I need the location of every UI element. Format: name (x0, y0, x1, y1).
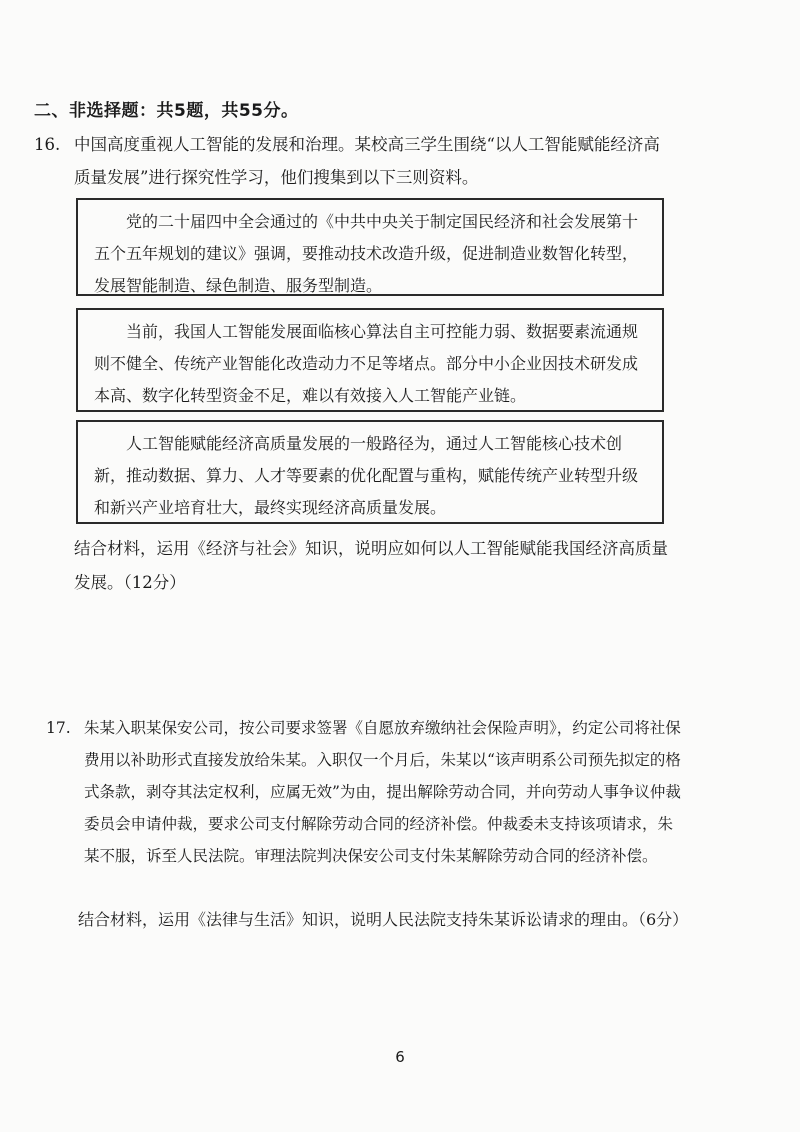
question-17-task: 结合材料，运用《法律与生活》知识，说明人民法院支持朱某诉讼请求的理由。（6分） (78, 910, 689, 929)
material-box-1: 党的二十届四中全会通过的《中共中央关于制定国民经济和社会发展第十五个五年规划的建议》强调，要推动技术改造升级，促进制造业数智化转型，发展智能制造、绿色制造、服务型制造。 (76, 198, 664, 296)
question-17-text: 朱某入职某保安公司，按公司要求签署《自愿放弃缴纳社会保险声明》，约定公司将社保费用以补助形式直接发放给朱某。入职仅一个月后，朱某以“该声明系公司预先拟定的格式条款，剥夺其法定权利，应属无效”为由，提出解除劳动合同，并向劳动人事争议仲裁委员会申请仲裁，要求公司支付解除劳动合同的经济补偿。仲裁委未支持该项请求，朱某不服，诉至人民法院。审理法院判决保安公司支付朱某解除劳动合同的经济补偿。 (84, 719, 681, 865)
question-16-task: 结合材料，运用《经济与社会》知识，说明应如何以人工智能赋能我国经济高质量发展。（12分） (74, 539, 668, 592)
question-16-number: 16. (34, 135, 61, 154)
question-17-stem (46, 712, 686, 872)
section-title: 二、非选择题：共5题，共55分。 (34, 101, 299, 121)
question-16-stem (34, 128, 674, 194)
question-17-number: 17. (46, 719, 71, 737)
material-box-3: 人工智能赋能经济高质量发展的一般路径为，通过人工智能核心技术创新，推动数据、算力、人才等要素的优化配置与重构，赋能传统产业转型升级和新兴产业培育壮大，最终实现经济高质量发展。 (76, 420, 664, 524)
question-16-text: 中国高度重视人工智能的发展和治理。某校高三学生围绕“以人工智能赋能经济高质量发展”进行探究性学习，他们搜集到以下三则资料。 (74, 135, 660, 187)
page-number: 6 (395, 1048, 405, 1066)
material-box-2: 当前，我国人工智能发展面临核心算法自主可控能力弱、数据要素流通规则不健全、传统产业智能化改造动力不足等堵点。部分中小企业因技术研发成本高、数字化转型资金不足，难以有效接入人工智能产业链。 (76, 308, 664, 412)
